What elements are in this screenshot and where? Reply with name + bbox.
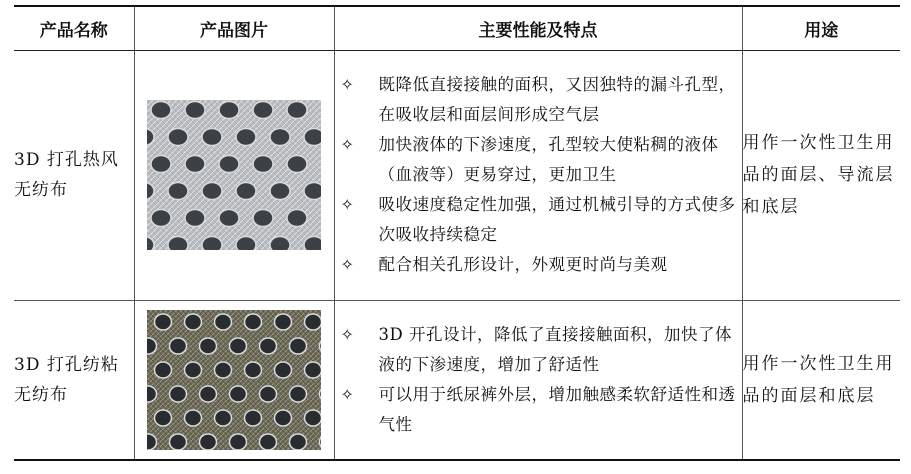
perforation-hole	[185, 314, 202, 330]
perforation-hole	[202, 237, 222, 251]
perforation-hole	[147, 434, 157, 450]
perforation-hole	[230, 338, 247, 354]
usage-cell: 用作一次性卫生用品的面层、导流层和底层	[742, 50, 900, 300]
perforation-hole	[260, 434, 277, 450]
perforation-hole	[305, 410, 322, 426]
perforation-hole	[270, 129, 290, 146]
perforation-hole	[155, 362, 172, 378]
perforation-hole	[155, 410, 172, 426]
perforation-hole	[230, 386, 247, 402]
perforation-hole	[185, 210, 205, 227]
product-photo	[147, 100, 321, 250]
diamond-star-icon: ✧	[340, 255, 355, 274]
perforation-hole	[304, 129, 321, 146]
diamond-star-icon: ✧	[340, 324, 355, 344]
perforation-hole	[219, 156, 239, 173]
perforation-hole	[304, 183, 321, 200]
perforation-hole	[253, 102, 273, 119]
perforation-hole	[155, 314, 172, 330]
list-item: ✧ 配合相关孔形设计，外观更时尚与美观	[335, 250, 742, 280]
feature-list	[335, 70, 742, 280]
perforation-hole	[200, 434, 217, 450]
diamond-star-icon: ✧	[340, 135, 355, 154]
perforation-hole	[245, 314, 262, 330]
product-image-cell	[134, 50, 334, 300]
perforation-hole	[215, 362, 232, 378]
perforation-hole	[147, 386, 157, 402]
perforation-hole	[219, 210, 239, 227]
perforation-hole	[170, 338, 187, 354]
product-table	[14, 5, 900, 461]
perforation-hole	[151, 210, 171, 227]
perforation-hole	[185, 410, 202, 426]
perforation-hole	[287, 210, 307, 227]
perforation-hole	[245, 362, 262, 378]
perforation-hole	[270, 183, 290, 200]
perforation-hole	[290, 434, 307, 450]
perforation-hole	[236, 237, 256, 251]
list-item: ✧ 加快液体的下渗速度，孔型较大使粘稠的液体（血液等）更易穿过，更加卫生	[335, 130, 742, 190]
perforation-hole	[305, 362, 322, 378]
perforation-hole	[230, 434, 247, 450]
perforation-hole	[185, 156, 205, 173]
diamond-star-icon: ✧	[340, 75, 355, 94]
usage-cell: 用作一次性卫生用品的面层和底层	[742, 300, 900, 460]
header-row	[14, 6, 900, 50]
perforation-hole	[236, 183, 256, 200]
perforation-hole	[275, 314, 292, 330]
perforation-hole	[215, 410, 232, 426]
perforation-hole	[170, 434, 187, 450]
perforation-hole	[275, 410, 292, 426]
perforation-hole	[219, 102, 239, 119]
diamond-star-icon: ✧	[340, 195, 355, 214]
product-photo	[147, 310, 321, 450]
list-item: ✧ 可以用于纸尿裤外层，增加触感柔软舒适性和透气性	[335, 380, 742, 440]
perforation-hole	[270, 237, 290, 251]
header-name: 产品名称	[14, 6, 134, 50]
product-name: 3D 打孔纺粘无纺布	[14, 300, 134, 460]
perforation-hole	[290, 386, 307, 402]
perforation-hole	[253, 156, 273, 173]
perforation-hole	[260, 338, 277, 354]
perforation-hole	[245, 410, 262, 426]
perforation-hole	[304, 237, 321, 251]
header-image: 产品图片	[134, 6, 334, 50]
perforation-hole	[253, 210, 273, 227]
perforation-hole	[202, 183, 222, 200]
perforation-hole	[260, 386, 277, 402]
table-row	[14, 300, 900, 460]
list-item: ✧ 3D 开孔设计，降低了直接接触面积，加快了体液的下渗速度，增加了舒适性	[335, 320, 742, 380]
table-row	[14, 50, 900, 300]
perforation-hole	[275, 362, 292, 378]
perforation-hole	[202, 129, 222, 146]
perforation-hole	[215, 314, 232, 330]
features-cell	[334, 50, 742, 300]
product-name: 3D 打孔热风无纺布	[14, 50, 134, 300]
header-features: 主要性能及特点	[334, 6, 742, 50]
perforation-hole	[290, 338, 307, 354]
perforation-hole	[185, 102, 205, 119]
perforation-hole	[200, 386, 217, 402]
header-usage: 用途	[742, 6, 900, 50]
perforation-hole	[287, 156, 307, 173]
feature-list	[335, 320, 742, 440]
perforation-hole	[147, 338, 157, 354]
perforation-hole	[170, 386, 187, 402]
list-item: ✧ 吸收速度稳定性加强，通过机械引导的方式使多次吸收持续稳定	[335, 190, 742, 250]
features-cell	[334, 300, 742, 460]
perforation-hole	[168, 129, 188, 146]
perforation-hole	[236, 129, 256, 146]
perforation-hole	[168, 237, 188, 251]
perforation-hole	[287, 102, 307, 119]
perforation-hole	[168, 183, 188, 200]
perforation-hole	[151, 156, 171, 173]
product-image-cell	[134, 300, 334, 460]
perforation-hole	[151, 102, 171, 119]
diamond-star-icon: ✧	[340, 384, 355, 404]
perforation-hole	[200, 338, 217, 354]
perforation-hole	[185, 362, 202, 378]
list-item: ✧ 既降低直接接触的面积，又因独特的漏斗孔型，在吸收层和面层间形成空气层	[335, 70, 742, 130]
perforation-hole	[305, 314, 322, 330]
